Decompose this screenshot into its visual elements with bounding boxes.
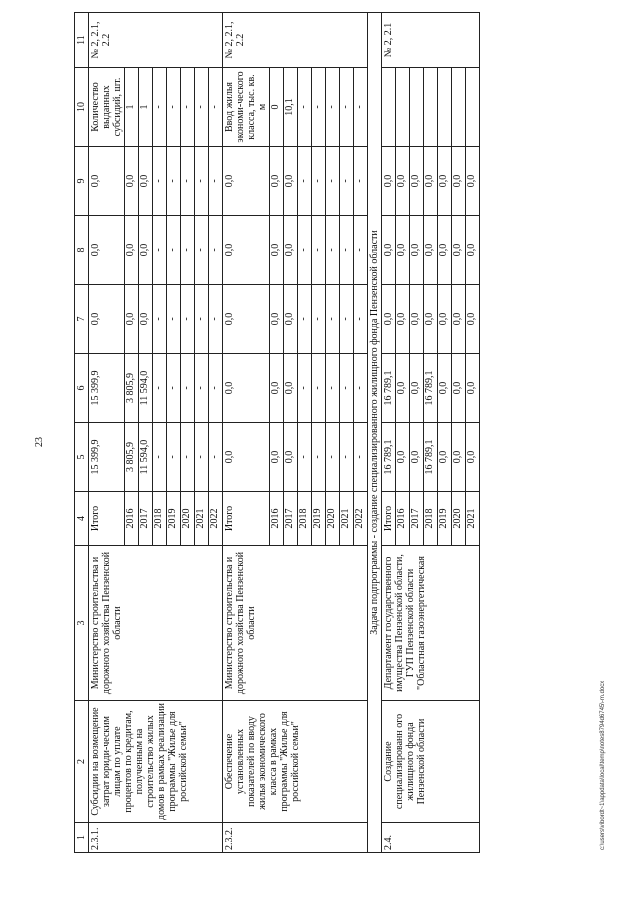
value-c8: 0,0 <box>424 216 438 285</box>
value-c6: 11 594,0 <box>139 354 153 423</box>
value-c9: - <box>354 147 368 216</box>
value-c10: 0 <box>270 68 284 147</box>
header-cell: 8 <box>75 216 89 285</box>
value-c5: 0,0 <box>466 423 480 492</box>
value-c6: 0,0 <box>452 354 466 423</box>
value-c5: 3 805,9 <box>125 423 139 492</box>
value-c6: 0,0 <box>284 354 298 423</box>
item-executor: Министерство строительства и дорожного хозяйства Пензенской области <box>89 546 223 701</box>
year-cell: 2022 <box>354 492 368 546</box>
total-c6: 16 789,1 <box>382 354 396 423</box>
value-c9: 0,0 <box>396 147 410 216</box>
value-c6: - <box>354 354 368 423</box>
value-c10: - <box>209 68 223 147</box>
value-c8: - <box>209 216 223 285</box>
value-c10 <box>438 68 452 147</box>
total-c9: 0,0 <box>223 147 270 216</box>
item-total-row <box>223 13 270 853</box>
value-c7: 0,0 <box>284 285 298 354</box>
value-c8: - <box>312 216 326 285</box>
value-c6: - <box>340 354 354 423</box>
value-c6: - <box>312 354 326 423</box>
header-cell: 10 <box>75 68 89 147</box>
value-c10: - <box>312 68 326 147</box>
year-cell: 2016 <box>270 492 284 546</box>
total-c8: 0,0 <box>89 216 125 285</box>
value-c9: - <box>153 147 167 216</box>
item-executor: Департамент государственного имущества Пензенской области, ГУП Пензенской области "Областная газоэнергетическая <box>382 546 480 701</box>
value-c7: - <box>209 285 223 354</box>
value-c7: 0,0 <box>125 285 139 354</box>
value-c10: - <box>298 68 312 147</box>
value-c9: - <box>181 147 195 216</box>
value-c8: 0,0 <box>396 216 410 285</box>
value-c5: - <box>340 423 354 492</box>
value-c9: 0,0 <box>139 147 153 216</box>
value-c9: 0,0 <box>424 147 438 216</box>
value-c8: 0,0 <box>125 216 139 285</box>
value-c9: 0,0 <box>284 147 298 216</box>
value-c5: - <box>167 423 181 492</box>
value-c7: - <box>167 285 181 354</box>
year-cell: 2018 <box>424 492 438 546</box>
value-c5: - <box>326 423 340 492</box>
value-c7: - <box>354 285 368 354</box>
year-cell: 2020 <box>181 492 195 546</box>
year-cell: 2018 <box>298 492 312 546</box>
value-c6: - <box>298 354 312 423</box>
header-cell: 3 <box>75 546 89 701</box>
total-c9: 0,0 <box>382 147 396 216</box>
value-c10: - <box>195 68 209 147</box>
year-cell: 2018 <box>153 492 167 546</box>
value-c10: - <box>153 68 167 147</box>
value-c9: - <box>195 147 209 216</box>
value-c6: - <box>326 354 340 423</box>
value-c8: - <box>298 216 312 285</box>
table-body <box>75 13 480 853</box>
header-row <box>75 13 89 853</box>
value-c5: - <box>209 423 223 492</box>
value-c10 <box>396 68 410 147</box>
total-c7: 0,0 <box>382 285 396 354</box>
value-c6: - <box>195 354 209 423</box>
value-c9: - <box>326 147 340 216</box>
indicator-ref: № 2, 2.1 <box>382 13 480 68</box>
value-c10 <box>452 68 466 147</box>
year-cell: 2019 <box>167 492 181 546</box>
item-total-row <box>382 13 396 853</box>
program-table <box>74 12 480 853</box>
year-cell: 2020 <box>326 492 340 546</box>
value-c5: 0,0 <box>284 423 298 492</box>
value-c9: 0,0 <box>410 147 424 216</box>
value-c5: 16 789,1 <box>424 423 438 492</box>
total-c5: 16 789,1 <box>382 423 396 492</box>
item-name: Создание специализированн ого жилищного фонда Пензенской области <box>382 701 480 823</box>
year-cell: 2017 <box>284 492 298 546</box>
value-c8: 0,0 <box>452 216 466 285</box>
value-c6: - <box>153 354 167 423</box>
year-cell: 2022 <box>209 492 223 546</box>
value-c8: 0,0 <box>466 216 480 285</box>
value-c7: - <box>326 285 340 354</box>
item-number: 2.3.2. <box>223 823 368 853</box>
value-c7: 0,0 <box>452 285 466 354</box>
value-c5: 0,0 <box>438 423 452 492</box>
value-c7: - <box>195 285 209 354</box>
value-c10: 1 <box>125 68 139 147</box>
header-cell: 5 <box>75 423 89 492</box>
total-c9: 0,0 <box>89 147 125 216</box>
item-number: 2.4. <box>382 823 480 853</box>
file-path-footer: c:\users\vibordt~1\appdata\local\temp\notes8794d6745\-m.docx <box>600 680 606 850</box>
value-c6: 0,0 <box>438 354 452 423</box>
value-c8: - <box>167 216 181 285</box>
header-cell: 9 <box>75 147 89 216</box>
value-c8: - <box>181 216 195 285</box>
value-c10: 10,1 <box>284 68 298 147</box>
total-c10 <box>382 68 396 147</box>
page-number: 23 <box>34 437 45 447</box>
value-c5: 11 594,0 <box>139 423 153 492</box>
value-c7: 0,0 <box>466 285 480 354</box>
value-c8: 0,0 <box>284 216 298 285</box>
total-label: Итого <box>89 492 125 546</box>
value-c10: 1 <box>139 68 153 147</box>
header-cell: 6 <box>75 354 89 423</box>
item-total-row <box>89 13 125 853</box>
total-label: Итого <box>382 492 396 546</box>
total-c8: 0,0 <box>223 216 270 285</box>
value-c10: - <box>326 68 340 147</box>
value-c6: 16 789,1 <box>424 354 438 423</box>
value-c10 <box>424 68 438 147</box>
value-c8: - <box>326 216 340 285</box>
total-c10: Количество выданных субсидий, шт. <box>89 68 125 147</box>
value-c9: - <box>209 147 223 216</box>
value-c7: - <box>181 285 195 354</box>
value-c8: 0,0 <box>139 216 153 285</box>
value-c5: 0,0 <box>452 423 466 492</box>
value-c7: 0,0 <box>438 285 452 354</box>
value-c8: - <box>153 216 167 285</box>
value-c5: - <box>181 423 195 492</box>
indicator-ref: № 2, 2.1, 2.2 <box>89 13 223 68</box>
value-c5: - <box>195 423 209 492</box>
value-c7: - <box>312 285 326 354</box>
item-number: 2.3.1. <box>89 823 223 853</box>
value-c9: 0,0 <box>438 147 452 216</box>
value-c10: - <box>340 68 354 147</box>
total-c5: 15 399,9 <box>89 423 125 492</box>
year-cell: 2021 <box>466 492 480 546</box>
value-c9: - <box>167 147 181 216</box>
total-c6: 0,0 <box>223 354 270 423</box>
year-cell: 2017 <box>139 492 153 546</box>
value-c9: - <box>340 147 354 216</box>
value-c7: - <box>153 285 167 354</box>
value-c8: 0,0 <box>270 216 284 285</box>
value-c8: 0,0 <box>438 216 452 285</box>
value-c6: - <box>167 354 181 423</box>
value-c9: - <box>312 147 326 216</box>
value-c10 <box>466 68 480 147</box>
header-cell: 11 <box>75 13 89 68</box>
value-c5: - <box>312 423 326 492</box>
year-cell: 2019 <box>312 492 326 546</box>
value-c8: - <box>340 216 354 285</box>
total-c8: 0,0 <box>382 216 396 285</box>
year-cell: 2020 <box>452 492 466 546</box>
value-c5: 0,0 <box>270 423 284 492</box>
value-c9: 0,0 <box>125 147 139 216</box>
value-c9: 0,0 <box>452 147 466 216</box>
value-c6: 0,0 <box>466 354 480 423</box>
year-cell: 2021 <box>340 492 354 546</box>
total-c7: 0,0 <box>89 285 125 354</box>
value-c6: 0,0 <box>410 354 424 423</box>
value-c5: 0,0 <box>396 423 410 492</box>
value-c9: 0,0 <box>270 147 284 216</box>
value-c6: - <box>181 354 195 423</box>
header-cell: 1 <box>75 823 89 853</box>
item-name: Обеспечение установленных показателей по вводу жилья экономического класса в рамках программы "Жилье для российской семьи" <box>223 701 368 823</box>
task-band-row <box>368 13 382 853</box>
value-c7: 0,0 <box>410 285 424 354</box>
item-name: Субсидии на возмещение затрат юриди-ческим лицам по уплате процентов по кредитам, полученным на строительство жилых домов в рамках реализации программы "Жилье для российской семьи" <box>89 701 223 823</box>
task-band: Задача подпрограммы - создание специализированного жилищного фонда Пензенской области <box>368 13 382 853</box>
value-c6: 3 805,9 <box>125 354 139 423</box>
value-c7: 0,0 <box>424 285 438 354</box>
value-c10 <box>410 68 424 147</box>
value-c10: - <box>167 68 181 147</box>
total-c5: 0,0 <box>223 423 270 492</box>
header-cell: 4 <box>75 492 89 546</box>
value-c5: - <box>298 423 312 492</box>
value-c10: - <box>181 68 195 147</box>
header-cell: 7 <box>75 285 89 354</box>
value-c9: 0,0 <box>466 147 480 216</box>
value-c10: - <box>354 68 368 147</box>
value-c5: - <box>153 423 167 492</box>
value-c9: - <box>298 147 312 216</box>
value-c6: - <box>209 354 223 423</box>
year-cell: 2019 <box>438 492 452 546</box>
total-c6: 15 399,9 <box>89 354 125 423</box>
value-c7: - <box>298 285 312 354</box>
total-c10: Ввод жилья экономи-ческого класса, тыс. кв. м <box>223 68 270 147</box>
year-cell: 2016 <box>125 492 139 546</box>
item-executor: Министерство строительства и дорожного хозяйства Пензенской области <box>223 546 368 701</box>
value-c5: 0,0 <box>410 423 424 492</box>
value-c6: 0,0 <box>396 354 410 423</box>
total-label: Итого <box>223 492 270 546</box>
year-cell: 2017 <box>410 492 424 546</box>
year-cell: 2021 <box>195 492 209 546</box>
value-c8: 0,0 <box>410 216 424 285</box>
value-c6: 0,0 <box>270 354 284 423</box>
total-c7: 0,0 <box>223 285 270 354</box>
value-c7: 0,0 <box>396 285 410 354</box>
value-c7: - <box>340 285 354 354</box>
value-c8: - <box>195 216 209 285</box>
value-c7: 0,0 <box>139 285 153 354</box>
value-c8: - <box>354 216 368 285</box>
value-c7: 0,0 <box>270 285 284 354</box>
year-cell: 2016 <box>396 492 410 546</box>
indicator-ref: № 2, 2.1, 2.2 <box>223 13 368 68</box>
header-cell: 2 <box>75 701 89 823</box>
value-c5: - <box>354 423 368 492</box>
